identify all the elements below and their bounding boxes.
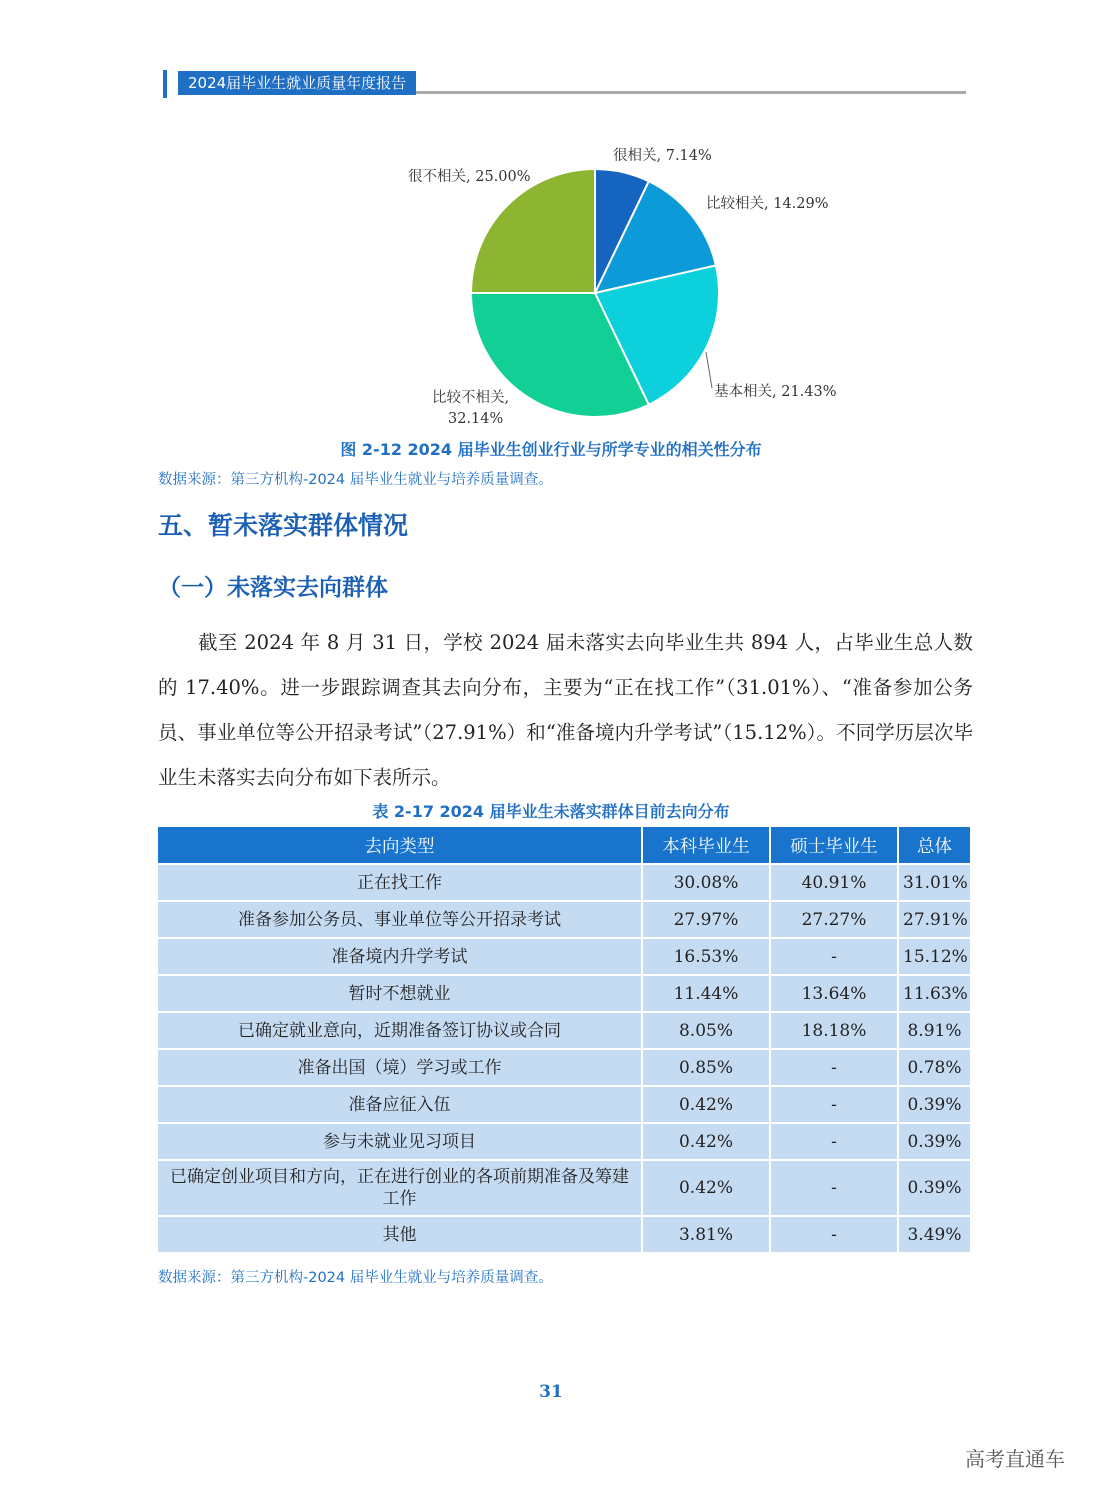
cell-overall: 0.39%	[898, 1160, 970, 1216]
cell-type: 其他	[158, 1216, 642, 1253]
cell-master: -	[770, 1086, 898, 1123]
body-paragraph: 截至 2024 年 8 月 31 日，学校 2024 届未落实去向毕业生共 894 人，占毕业生总人数的 17.40%。进一步跟踪调查其去向分布，主要为“正在找工作”（31.01%）、“准备参加公务员、事业单位等公开招录考试”（27.91%）和“准备境内升学考试”（15.12%）。不同学历层次毕业生未落实去向分布如下表所示。	[158, 631, 973, 789]
cell-overall: 0.78%	[898, 1049, 970, 1086]
col-header-bachelor: 本科毕业生	[642, 827, 770, 864]
table-row	[158, 1012, 970, 1049]
report-title: 2024届毕业生就业质量年度报告	[178, 71, 416, 95]
cell-bachelor: 0.42%	[642, 1086, 770, 1123]
section-title: 五、暂未落实群体情况	[158, 511, 409, 540]
pie-label-basic-related: 基本相关, 21.43%	[714, 384, 837, 400]
cell-master: -	[770, 1160, 898, 1216]
cell-overall: 0.39%	[898, 1086, 970, 1123]
cell-master: 13.64%	[770, 975, 898, 1012]
cell-type: 已确定就业意向，近期准备签订协议或合同	[158, 1012, 642, 1049]
cell-type: 参与未就业见习项目	[158, 1123, 642, 1160]
figure-source: 数据来源：第三方机构-2024 届毕业生就业与培养质量调查。	[158, 472, 553, 488]
leader-line-basic	[706, 352, 712, 388]
col-header-overall: 总体	[898, 827, 970, 864]
cell-type: 已确定创业项目和方向，正在进行创业的各项前期准备及筹建工作	[158, 1160, 642, 1216]
cell-master: -	[770, 1123, 898, 1160]
cell-bachelor: 0.42%	[642, 1160, 770, 1216]
table-row	[158, 1049, 970, 1086]
cell-overall: 0.39%	[898, 1123, 970, 1160]
pie-label-fairly-unrelated-2: 32.14%	[448, 411, 504, 427]
cell-type: 准备应征入伍	[158, 1086, 642, 1123]
cell-overall: 8.91%	[898, 1012, 970, 1049]
cell-bachelor: 30.08%	[642, 864, 770, 901]
cell-bachelor: 0.42%	[642, 1123, 770, 1160]
pie-label-fairly-related: 比较相关, 14.29%	[706, 196, 829, 212]
destination-table	[158, 827, 970, 1254]
cell-bachelor: 8.05%	[642, 1012, 770, 1049]
cell-bachelor: 3.81%	[642, 1216, 770, 1253]
table-row	[158, 864, 970, 901]
cell-master: -	[770, 1216, 898, 1253]
table-caption: 表 2-17 2024 届毕业生未落实群体目前去向分布	[372, 802, 730, 821]
cell-overall: 11.63%	[898, 975, 970, 1012]
cell-master: -	[770, 1049, 898, 1086]
pie-label-fairly-unrelated-1: 比较不相关,	[432, 390, 510, 406]
cell-bachelor: 16.53%	[642, 938, 770, 975]
cell-master: -	[770, 938, 898, 975]
cell-overall: 31.01%	[898, 864, 970, 901]
table-row	[158, 1086, 970, 1123]
cell-overall: 15.12%	[898, 938, 970, 975]
table-row	[158, 1216, 970, 1253]
cell-bachelor: 0.85%	[642, 1049, 770, 1086]
col-header-type: 去向类型	[158, 827, 642, 864]
figure-caption: 图 2-12 2024 届毕业生创业行业与所学专业的相关性分布	[340, 440, 762, 459]
table-row	[158, 901, 970, 938]
page-number: 31	[539, 1382, 563, 1402]
cell-overall: 27.91%	[898, 901, 970, 938]
cell-type: 正在找工作	[158, 864, 642, 901]
cell-master: 18.18%	[770, 1012, 898, 1049]
pie-slice-unrelated	[471, 169, 595, 293]
table-row	[158, 1123, 970, 1160]
pie-label-unrelated: 很不相关, 25.00%	[408, 169, 531, 185]
subsection-title: （一）未落实去向群体	[158, 575, 388, 601]
pie-label-very-related: 很相关, 7.14%	[613, 148, 712, 164]
table-header-row	[158, 827, 970, 864]
pie-chart	[0, 0, 1102, 440]
cell-bachelor: 11.44%	[642, 975, 770, 1012]
cell-type: 暂时不想就业	[158, 975, 642, 1012]
col-header-master: 硕士毕业生	[770, 827, 898, 864]
table-source: 数据来源：第三方机构-2024 届毕业生就业与培养质量调查。	[158, 1270, 553, 1286]
cell-master: 27.27%	[770, 901, 898, 938]
watermark-text: 高考直通车	[965, 1447, 1065, 1471]
table-row	[158, 1160, 970, 1216]
cell-type: 准备参加公务员、事业单位等公开招录考试	[158, 901, 642, 938]
cell-overall: 3.49%	[898, 1216, 970, 1253]
cell-type: 准备境内升学考试	[158, 938, 642, 975]
cell-type: 准备出国（境）学习或工作	[158, 1049, 642, 1086]
table-row	[158, 938, 970, 975]
cell-master: 40.91%	[770, 864, 898, 901]
table-row	[158, 975, 970, 1012]
cell-bachelor: 27.97%	[642, 901, 770, 938]
